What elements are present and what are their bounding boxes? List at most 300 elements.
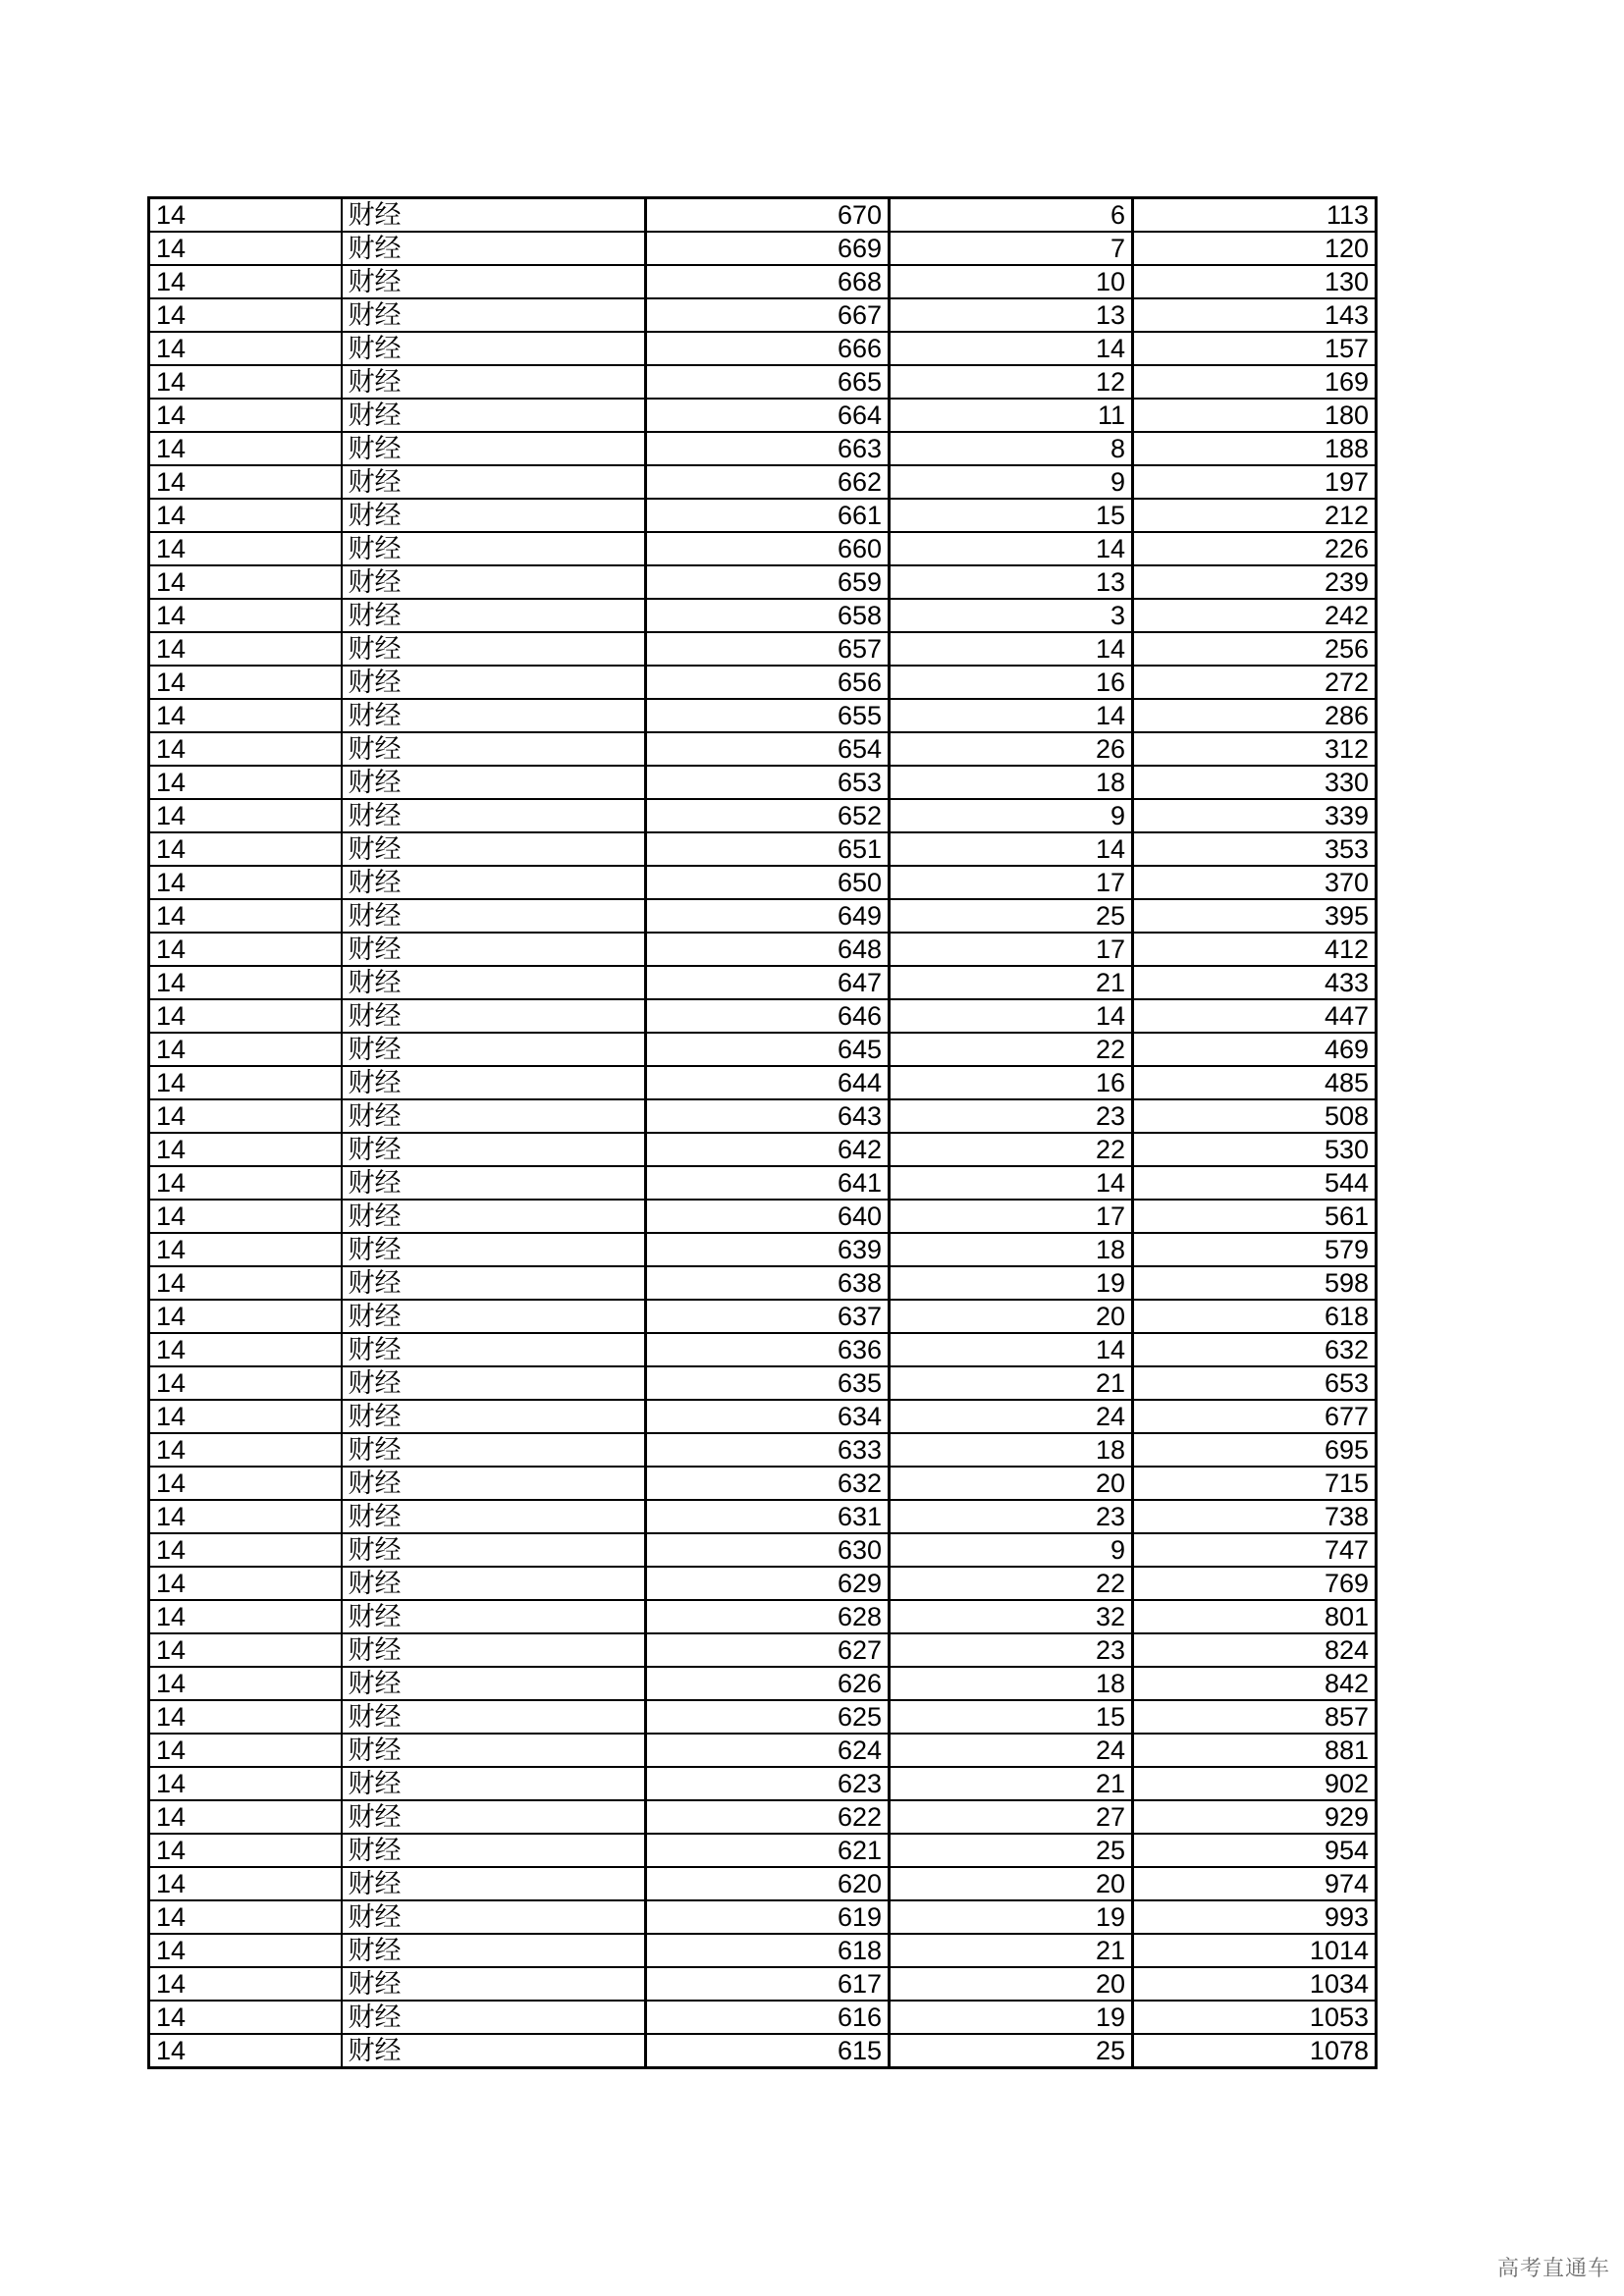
cell-count: 14 <box>890 632 1133 666</box>
cell-code: 14 <box>149 799 342 832</box>
cell-code: 14 <box>149 1834 342 1867</box>
cell-code: 14 <box>149 1567 342 1600</box>
cell-count: 9 <box>890 465 1133 499</box>
table-row <box>149 1600 1377 1633</box>
cell-count: 25 <box>890 899 1133 933</box>
cell-code: 14 <box>149 1200 342 1233</box>
cell-category: 财经 <box>342 1834 646 1867</box>
cell-category: 财经 <box>342 532 646 565</box>
table-row <box>149 899 1377 933</box>
cell-count: 25 <box>890 2034 1133 2068</box>
table-row <box>149 1867 1377 1900</box>
cell-count: 10 <box>890 265 1133 298</box>
table-row <box>149 265 1377 298</box>
cell-category: 财经 <box>342 1200 646 1233</box>
cell-code: 14 <box>149 1300 342 1333</box>
table-row <box>149 1934 1377 1967</box>
cell-cumulative: 330 <box>1133 766 1377 799</box>
table-row <box>149 999 1377 1033</box>
table-row <box>149 1734 1377 1767</box>
cell-count: 22 <box>890 1567 1133 1600</box>
table-row <box>149 532 1377 565</box>
cell-cumulative: 312 <box>1133 732 1377 766</box>
table-row <box>149 1567 1377 1600</box>
cell-score: 661 <box>646 499 890 532</box>
cell-count: 17 <box>890 866 1133 899</box>
cell-category: 财经 <box>342 966 646 999</box>
cell-code: 14 <box>149 365 342 399</box>
cell-score: 634 <box>646 1400 890 1433</box>
cell-score: 651 <box>646 832 890 866</box>
cell-score: 639 <box>646 1233 890 1266</box>
cell-code: 14 <box>149 666 342 699</box>
cell-category: 财经 <box>342 899 646 933</box>
cell-score: 640 <box>646 1200 890 1233</box>
cell-score: 638 <box>646 1266 890 1300</box>
cell-code: 14 <box>149 1767 342 1800</box>
cell-score: 648 <box>646 933 890 966</box>
cell-cumulative: 143 <box>1133 298 1377 332</box>
table-row <box>149 1500 1377 1533</box>
cell-cumulative: 339 <box>1133 799 1377 832</box>
cell-score: 649 <box>646 899 890 933</box>
cell-code: 14 <box>149 1233 342 1266</box>
cell-score: 662 <box>646 465 890 499</box>
cell-code: 14 <box>149 1033 342 1066</box>
cell-cumulative: 130 <box>1133 265 1377 298</box>
cell-cumulative: 180 <box>1133 399 1377 432</box>
cell-score: 656 <box>646 666 890 699</box>
table-row <box>149 332 1377 365</box>
cell-cumulative: 954 <box>1133 1834 1377 1867</box>
cell-cumulative: 715 <box>1133 1467 1377 1500</box>
cell-code: 14 <box>149 1433 342 1467</box>
cell-score: 650 <box>646 866 890 899</box>
cell-code: 14 <box>149 1066 342 1099</box>
cell-cumulative: 881 <box>1133 1734 1377 1767</box>
cell-score: 637 <box>646 1300 890 1333</box>
cell-category: 财经 <box>342 2001 646 2034</box>
cell-code: 14 <box>149 766 342 799</box>
cell-count: 14 <box>890 532 1133 565</box>
cell-cumulative: 544 <box>1133 1166 1377 1200</box>
table-row <box>149 933 1377 966</box>
score-distribution-table <box>147 196 1378 2069</box>
cell-cumulative: 212 <box>1133 499 1377 532</box>
cell-score: 641 <box>646 1166 890 1200</box>
cell-score: 654 <box>646 732 890 766</box>
cell-score: 623 <box>646 1767 890 1800</box>
cell-category: 财经 <box>342 1366 646 1400</box>
cell-score: 616 <box>646 2001 890 2034</box>
cell-cumulative: 929 <box>1133 1800 1377 1834</box>
cell-code: 14 <box>149 1633 342 1667</box>
cell-code: 14 <box>149 1099 342 1133</box>
cell-category: 财经 <box>342 1033 646 1066</box>
cell-category: 财经 <box>342 1133 646 1166</box>
table-row <box>149 1233 1377 1266</box>
cell-score: 666 <box>646 332 890 365</box>
cell-count: 18 <box>890 1433 1133 1467</box>
table-row <box>149 632 1377 666</box>
cell-count: 16 <box>890 1066 1133 1099</box>
table-row <box>149 866 1377 899</box>
table-row <box>149 1834 1377 1867</box>
cell-cumulative: 169 <box>1133 365 1377 399</box>
cell-count: 13 <box>890 565 1133 599</box>
cell-code: 14 <box>149 532 342 565</box>
table-row <box>149 1800 1377 1834</box>
cell-count: 14 <box>890 699 1133 732</box>
cell-count: 22 <box>890 1133 1133 1166</box>
cell-cumulative: 188 <box>1133 432 1377 465</box>
table-row <box>149 599 1377 632</box>
cell-code: 14 <box>149 732 342 766</box>
cell-score: 647 <box>646 966 890 999</box>
table-row <box>149 1099 1377 1133</box>
table-row <box>149 1400 1377 1433</box>
cell-count: 20 <box>890 1967 1133 2001</box>
table-row <box>149 1300 1377 1333</box>
cell-cumulative: 561 <box>1133 1200 1377 1233</box>
cell-cumulative: 370 <box>1133 866 1377 899</box>
cell-score: 620 <box>646 1867 890 1900</box>
cell-cumulative: 695 <box>1133 1433 1377 1467</box>
cell-code: 14 <box>149 499 342 532</box>
cell-cumulative: 447 <box>1133 999 1377 1033</box>
cell-score: 633 <box>646 1433 890 1467</box>
cell-count: 9 <box>890 1533 1133 1567</box>
cell-cumulative: 738 <box>1133 1500 1377 1533</box>
cell-category: 财经 <box>342 1433 646 1467</box>
cell-code: 14 <box>149 899 342 933</box>
cell-code: 14 <box>149 966 342 999</box>
cell-code: 14 <box>149 866 342 899</box>
cell-cumulative: 598 <box>1133 1266 1377 1300</box>
cell-count: 22 <box>890 1033 1133 1066</box>
cell-code: 14 <box>149 1967 342 2001</box>
cell-cumulative: 353 <box>1133 832 1377 866</box>
cell-code: 14 <box>149 2001 342 2034</box>
table-row <box>149 1700 1377 1734</box>
cell-code: 14 <box>149 399 342 432</box>
table-row <box>149 232 1377 265</box>
cell-code: 14 <box>149 1867 342 1900</box>
cell-score: 631 <box>646 1500 890 1533</box>
cell-code: 14 <box>149 2034 342 2068</box>
table-row <box>149 966 1377 999</box>
cell-category: 财经 <box>342 1233 646 1266</box>
cell-score: 665 <box>646 365 890 399</box>
table-row <box>149 432 1377 465</box>
cell-cumulative: 272 <box>1133 666 1377 699</box>
cell-count: 14 <box>890 1166 1133 1200</box>
cell-cumulative: 902 <box>1133 1767 1377 1800</box>
cell-cumulative: 508 <box>1133 1099 1377 1133</box>
cell-cumulative: 226 <box>1133 532 1377 565</box>
cell-category: 财经 <box>342 1300 646 1333</box>
cell-category: 财经 <box>342 632 646 666</box>
cell-category: 财经 <box>342 265 646 298</box>
cell-cumulative: 113 <box>1133 198 1377 233</box>
table-row <box>149 832 1377 866</box>
cell-category: 财经 <box>342 399 646 432</box>
cell-cumulative: 485 <box>1133 1066 1377 1099</box>
cell-count: 20 <box>890 1867 1133 1900</box>
cell-code: 14 <box>149 1133 342 1166</box>
cell-category: 财经 <box>342 365 646 399</box>
cell-cumulative: 974 <box>1133 1867 1377 1900</box>
cell-code: 14 <box>149 1900 342 1934</box>
cell-score: 663 <box>646 432 890 465</box>
cell-code: 14 <box>149 298 342 332</box>
cell-score: 628 <box>646 1600 890 1633</box>
cell-count: 21 <box>890 1934 1133 1967</box>
cell-code: 14 <box>149 1266 342 1300</box>
cell-score: 657 <box>646 632 890 666</box>
table-row <box>149 2034 1377 2068</box>
cell-cumulative: 1053 <box>1133 2001 1377 2034</box>
cell-count: 15 <box>890 499 1133 532</box>
cell-category: 财经 <box>342 1333 646 1366</box>
table-row <box>149 1033 1377 1066</box>
table-row <box>149 1366 1377 1400</box>
cell-category: 财经 <box>342 1867 646 1900</box>
cell-score: 646 <box>646 999 890 1033</box>
cell-category: 财经 <box>342 499 646 532</box>
cell-category: 财经 <box>342 1099 646 1133</box>
cell-count: 3 <box>890 599 1133 632</box>
cell-count: 14 <box>890 1333 1133 1366</box>
cell-score: 659 <box>646 565 890 599</box>
cell-cumulative: 256 <box>1133 632 1377 666</box>
cell-cumulative: 801 <box>1133 1600 1377 1633</box>
cell-count: 19 <box>890 1266 1133 1300</box>
cell-category: 财经 <box>342 1967 646 2001</box>
cell-cumulative: 824 <box>1133 1633 1377 1667</box>
cell-category: 财经 <box>342 666 646 699</box>
cell-category: 财经 <box>342 465 646 499</box>
table-row <box>149 365 1377 399</box>
cell-score: 667 <box>646 298 890 332</box>
cell-score: 632 <box>646 1467 890 1500</box>
cell-category: 财经 <box>342 1533 646 1567</box>
cell-cumulative: 1078 <box>1133 2034 1377 2068</box>
cell-code: 14 <box>149 1934 342 1967</box>
cell-cumulative: 677 <box>1133 1400 1377 1433</box>
cell-count: 21 <box>890 1366 1133 1400</box>
cell-score: 664 <box>646 399 890 432</box>
cell-score: 618 <box>646 1934 890 1967</box>
table-row <box>149 1533 1377 1567</box>
cell-count: 17 <box>890 1200 1133 1233</box>
cell-category: 财经 <box>342 198 646 233</box>
cell-code: 14 <box>149 1800 342 1834</box>
cell-cumulative: 239 <box>1133 565 1377 599</box>
table-row <box>149 198 1377 233</box>
cell-cumulative: 653 <box>1133 1366 1377 1400</box>
cell-count: 19 <box>890 1900 1133 1934</box>
cell-code: 14 <box>149 1700 342 1734</box>
cell-score: 669 <box>646 232 890 265</box>
cell-score: 625 <box>646 1700 890 1734</box>
cell-score: 653 <box>646 766 890 799</box>
cell-score: 642 <box>646 1133 890 1166</box>
cell-category: 财经 <box>342 732 646 766</box>
cell-category: 财经 <box>342 2034 646 2068</box>
table-row <box>149 1066 1377 1099</box>
table-row <box>149 699 1377 732</box>
cell-count: 24 <box>890 1400 1133 1433</box>
cell-code: 14 <box>149 832 342 866</box>
cell-score: 629 <box>646 1567 890 1600</box>
cell-code: 14 <box>149 565 342 599</box>
cell-code: 14 <box>149 332 342 365</box>
cell-category: 财经 <box>342 332 646 365</box>
cell-cumulative: 120 <box>1133 232 1377 265</box>
cell-count: 16 <box>890 666 1133 699</box>
cell-count: 14 <box>890 832 1133 866</box>
cell-category: 财经 <box>342 999 646 1033</box>
table-row <box>149 1166 1377 1200</box>
cell-code: 14 <box>149 1667 342 1700</box>
cell-score: 670 <box>646 198 890 233</box>
cell-code: 14 <box>149 232 342 265</box>
cell-count: 7 <box>890 232 1133 265</box>
cell-code: 14 <box>149 933 342 966</box>
cell-count: 19 <box>890 2001 1133 2034</box>
watermark-text: 高考直通车 <box>1496 2256 1610 2280</box>
cell-score: 630 <box>646 1533 890 1567</box>
table-row <box>149 399 1377 432</box>
cell-category: 财经 <box>342 699 646 732</box>
cell-cumulative: 857 <box>1133 1700 1377 1734</box>
cell-cumulative: 197 <box>1133 465 1377 499</box>
cell-cumulative: 769 <box>1133 1567 1377 1600</box>
cell-code: 14 <box>149 1533 342 1567</box>
cell-count: 13 <box>890 298 1133 332</box>
cell-count: 11 <box>890 399 1133 432</box>
cell-code: 14 <box>149 999 342 1033</box>
cell-category: 财经 <box>342 1767 646 1800</box>
cell-score: 626 <box>646 1667 890 1700</box>
cell-category: 财经 <box>342 298 646 332</box>
cell-category: 财经 <box>342 866 646 899</box>
cell-code: 14 <box>149 1166 342 1200</box>
cell-score: 615 <box>646 2034 890 2068</box>
cell-category: 财经 <box>342 1667 646 1700</box>
cell-cumulative: 157 <box>1133 332 1377 365</box>
table-row <box>149 1633 1377 1667</box>
cell-count: 21 <box>890 1767 1133 1800</box>
cell-score: 627 <box>646 1633 890 1667</box>
cell-score: 619 <box>646 1900 890 1934</box>
cell-score: 652 <box>646 799 890 832</box>
cell-count: 18 <box>890 1233 1133 1266</box>
cell-code: 14 <box>149 1600 342 1633</box>
cell-cumulative: 242 <box>1133 599 1377 632</box>
cell-category: 财经 <box>342 1800 646 1834</box>
cell-category: 财经 <box>342 1900 646 1934</box>
cell-category: 财经 <box>342 799 646 832</box>
cell-count: 24 <box>890 1734 1133 1767</box>
cell-count: 18 <box>890 766 1133 799</box>
table-row <box>149 1967 1377 2001</box>
cell-code: 14 <box>149 198 342 233</box>
cell-count: 8 <box>890 432 1133 465</box>
cell-code: 14 <box>149 432 342 465</box>
table-row <box>149 565 1377 599</box>
table-row <box>149 1467 1377 1500</box>
table-row <box>149 1767 1377 1800</box>
cell-category: 财经 <box>342 1734 646 1767</box>
cell-cumulative: 1034 <box>1133 1967 1377 2001</box>
cell-code: 14 <box>149 599 342 632</box>
cell-code: 14 <box>149 1734 342 1767</box>
cell-code: 14 <box>149 1467 342 1500</box>
cell-category: 财经 <box>342 1467 646 1500</box>
cell-cumulative: 1014 <box>1133 1934 1377 1967</box>
cell-cumulative: 412 <box>1133 933 1377 966</box>
cell-score: 668 <box>646 265 890 298</box>
cell-score: 624 <box>646 1734 890 1767</box>
cell-score: 658 <box>646 599 890 632</box>
cell-count: 20 <box>890 1300 1133 1333</box>
cell-code: 14 <box>149 465 342 499</box>
cell-score: 645 <box>646 1033 890 1066</box>
cell-score: 621 <box>646 1834 890 1867</box>
table-row <box>149 499 1377 532</box>
table-row <box>149 1133 1377 1166</box>
cell-score: 644 <box>646 1066 890 1099</box>
cell-count: 27 <box>890 1800 1133 1834</box>
cell-count: 21 <box>890 966 1133 999</box>
cell-category: 财经 <box>342 232 646 265</box>
cell-category: 财经 <box>342 1633 646 1667</box>
cell-code: 14 <box>149 1500 342 1533</box>
table-row <box>149 1433 1377 1467</box>
cell-category: 财经 <box>342 565 646 599</box>
cell-cumulative: 469 <box>1133 1033 1377 1066</box>
cell-cumulative: 747 <box>1133 1533 1377 1567</box>
cell-category: 财经 <box>342 1934 646 1967</box>
cell-cumulative: 579 <box>1133 1233 1377 1266</box>
cell-count: 12 <box>890 365 1133 399</box>
cell-category: 财经 <box>342 1600 646 1633</box>
cell-count: 25 <box>890 1834 1133 1867</box>
cell-cumulative: 433 <box>1133 966 1377 999</box>
cell-cumulative: 618 <box>1133 1300 1377 1333</box>
table-row <box>149 732 1377 766</box>
cell-cumulative: 842 <box>1133 1667 1377 1700</box>
cell-count: 23 <box>890 1099 1133 1133</box>
cell-code: 14 <box>149 265 342 298</box>
cell-count: 23 <box>890 1633 1133 1667</box>
cell-count: 20 <box>890 1467 1133 1500</box>
table-row <box>149 666 1377 699</box>
cell-category: 财经 <box>342 1066 646 1099</box>
cell-category: 财经 <box>342 1500 646 1533</box>
cell-code: 14 <box>149 1333 342 1366</box>
cell-count: 23 <box>890 1500 1133 1533</box>
cell-cumulative: 530 <box>1133 1133 1377 1166</box>
cell-cumulative: 993 <box>1133 1900 1377 1934</box>
cell-category: 财经 <box>342 832 646 866</box>
cell-score: 617 <box>646 1967 890 2001</box>
table-row <box>149 1900 1377 1934</box>
cell-code: 14 <box>149 699 342 732</box>
cell-count: 14 <box>890 999 1133 1033</box>
